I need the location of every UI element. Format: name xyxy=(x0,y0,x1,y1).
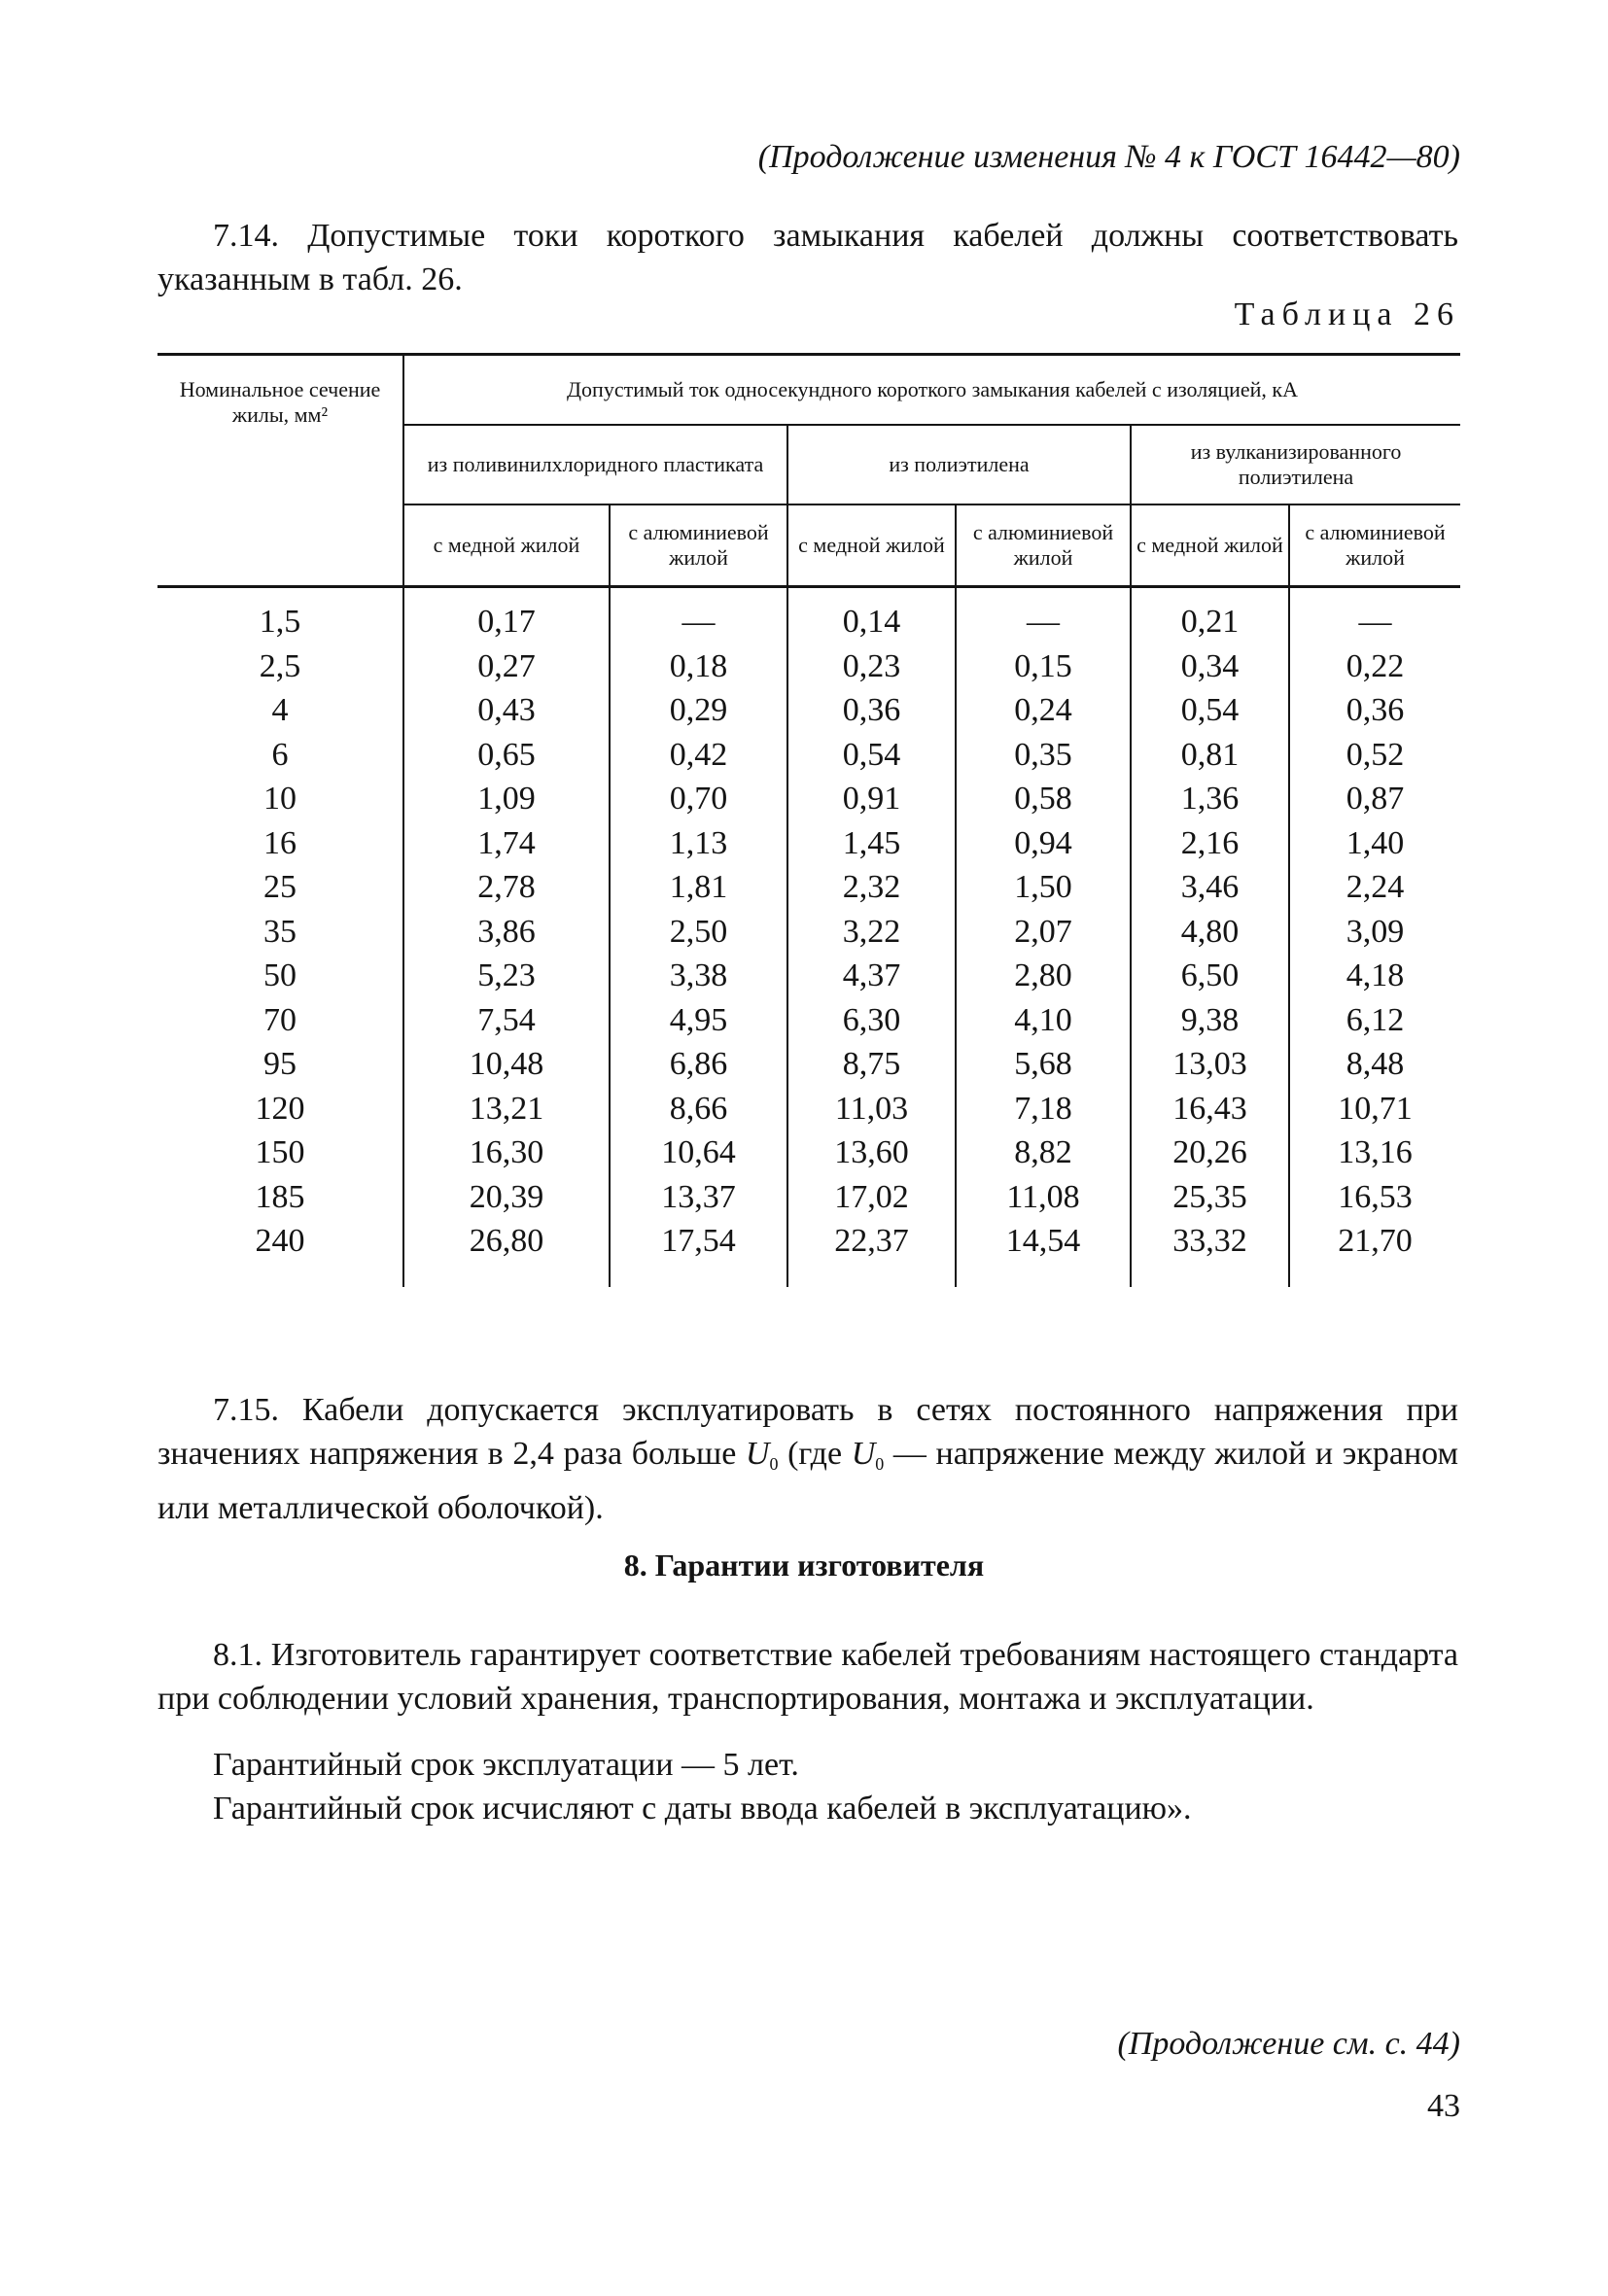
cell-current: 0,54 xyxy=(1131,688,1289,733)
paragraph-8-1 xyxy=(157,1633,1458,1721)
cell-current: 2,24 xyxy=(1289,865,1460,910)
cell-current: 26,80 xyxy=(403,1219,610,1287)
cell-current: 1,09 xyxy=(403,777,610,821)
cell-current: 13,60 xyxy=(787,1131,956,1175)
cell-current: 13,03 xyxy=(1131,1042,1289,1087)
cell-current: 6,12 xyxy=(1289,998,1460,1043)
table-row xyxy=(157,587,1460,644)
cell-current: 1,45 xyxy=(787,821,956,866)
cell-current: 8,66 xyxy=(610,1087,787,1131)
cell-current: 2,78 xyxy=(403,865,610,910)
table-row xyxy=(157,733,1460,778)
cell-current: 3,86 xyxy=(403,910,610,955)
cell-current: 0,70 xyxy=(610,777,787,821)
header-sub-cu-3: с медной жилой xyxy=(1131,504,1289,587)
cell-section: 120 xyxy=(255,1090,305,1127)
cell-current: 0,24 xyxy=(956,688,1131,733)
cell-current: 0,54 xyxy=(787,733,956,778)
cell-current: 13,21 xyxy=(403,1087,610,1131)
cell-current: 0,22 xyxy=(1289,644,1460,689)
cell-current: 5,23 xyxy=(403,954,610,998)
voltage-symbol: U xyxy=(745,1436,770,1472)
cell-current: 17,02 xyxy=(787,1175,956,1220)
cell-current: — xyxy=(1289,587,1460,644)
voltage-symbol: U xyxy=(851,1436,876,1472)
table-row xyxy=(157,1219,1460,1287)
cell-current: 6,30 xyxy=(787,998,956,1043)
page-footer: (Продолжение см. с. 44) xyxy=(1117,2026,1460,2062)
cell-current: 0,15 xyxy=(956,644,1131,689)
cell-current: 0,17 xyxy=(403,587,610,644)
cell-section: 35 xyxy=(263,913,297,950)
cell-current: 3,38 xyxy=(610,954,787,998)
voltage-subscript: 0 xyxy=(769,1454,779,1474)
cell-current: 13,37 xyxy=(610,1175,787,1220)
header-sub-al-3: с алюминиевой жилой xyxy=(1289,504,1460,587)
table-body xyxy=(157,587,1460,1288)
cell-current: 0,29 xyxy=(610,688,787,733)
cell-current: 3,46 xyxy=(1131,865,1289,910)
table-caption: Таблица 26 xyxy=(1234,296,1460,332)
cell-section: 25 xyxy=(263,869,297,905)
cell-current: 4,95 xyxy=(610,998,787,1043)
paragraph-7-15-text-b: (где xyxy=(778,1436,852,1472)
cell-section: 240 xyxy=(255,1223,305,1259)
cell-section: 50 xyxy=(263,957,297,993)
cell-current: 1,40 xyxy=(1289,821,1460,866)
cell-current: 4,10 xyxy=(956,998,1131,1043)
cell-current: 22,37 xyxy=(787,1219,956,1287)
cell-current: 0,52 xyxy=(1289,733,1460,778)
cell-section: 1,5 xyxy=(259,604,301,640)
table-row xyxy=(157,1087,1460,1131)
cell-current: 20,26 xyxy=(1131,1131,1289,1175)
cell-current: 0,42 xyxy=(610,733,787,778)
cell-current: 0,34 xyxy=(1131,644,1289,689)
table-row xyxy=(157,954,1460,998)
cell-current: 0,21 xyxy=(1131,587,1289,644)
table-row xyxy=(157,777,1460,821)
page-number: 43 xyxy=(1427,2088,1460,2124)
cell-current: 6,50 xyxy=(1131,954,1289,998)
cell-current: 10,64 xyxy=(610,1131,787,1175)
short-circuit-current-table xyxy=(157,353,1460,1287)
cell-current: 7,54 xyxy=(403,998,610,1043)
cell-current: 0,81 xyxy=(1131,733,1289,778)
cell-section: 70 xyxy=(263,1001,297,1038)
header-sub-cu-2: с медной жилой xyxy=(787,504,956,587)
cell-current: 5,68 xyxy=(956,1042,1131,1087)
paragraph-8-1-text: 8.1. Изготовитель гарантирует соответствие кабелей требованиям настоящего стандарта при соблюдении условий хранения, транспортирования, монтажа и эксплуатации. xyxy=(157,1637,1458,1717)
cell-current: 4,80 xyxy=(1131,910,1289,955)
cell-current: 3,09 xyxy=(1289,910,1460,955)
table-row xyxy=(157,1131,1460,1175)
cell-current: 20,39 xyxy=(403,1175,610,1220)
cell-current: 1,81 xyxy=(610,865,787,910)
cell-current: 0,43 xyxy=(403,688,610,733)
cell-current: 7,18 xyxy=(956,1087,1131,1131)
cell-current: 2,07 xyxy=(956,910,1131,955)
header-sub-al-1: с алюминиевой жилой xyxy=(610,504,787,587)
cell-current: 0,35 xyxy=(956,733,1131,778)
cell-current: 16,43 xyxy=(1131,1087,1289,1131)
cell-current: 2,16 xyxy=(1131,821,1289,866)
header-sub-cu-1: с медной жилой xyxy=(403,504,610,587)
cell-current: 8,75 xyxy=(787,1042,956,1087)
cell-current: 2,80 xyxy=(956,954,1131,998)
table-row xyxy=(157,644,1460,689)
header-sub-al-2: с алюминиевой жилой xyxy=(956,504,1131,587)
cell-current: 6,86 xyxy=(610,1042,787,1087)
cell-current: 16,53 xyxy=(1289,1175,1460,1220)
cell-current: 25,35 xyxy=(1131,1175,1289,1220)
cell-current: 0,91 xyxy=(787,777,956,821)
voltage-subscript: 0 xyxy=(875,1454,885,1474)
paragraph-7-15 xyxy=(157,1388,1458,1530)
cell-section: 4 xyxy=(271,692,289,728)
header-section: Номинальное сечение жилы, мм² xyxy=(179,377,381,427)
paragraph-7-15-text-c: — напряжение между жилой и экраном или металлической оболочкой). xyxy=(157,1436,1459,1526)
cell-current: 14,54 xyxy=(956,1219,1131,1287)
cell-current: 2,50 xyxy=(610,910,787,955)
cell-current: — xyxy=(610,587,787,644)
cell-section: 2,5 xyxy=(259,647,301,684)
paragraph-7-14 xyxy=(157,214,1458,301)
cell-current: 1,50 xyxy=(956,865,1131,910)
cell-section: 16 xyxy=(263,824,297,861)
paragraph-7-14-text: 7.14. Допустимые токи короткого замыкания кабелей должны соответствовать указанным в табл. 26. xyxy=(157,218,1458,297)
cell-current: 4,37 xyxy=(787,954,956,998)
cell-section: 185 xyxy=(255,1178,305,1215)
cell-current: 4,18 xyxy=(1289,954,1460,998)
cell-current: 0,58 xyxy=(956,777,1131,821)
cell-current: 0,65 xyxy=(403,733,610,778)
cell-current: 0,36 xyxy=(787,688,956,733)
cell-current: 16,30 xyxy=(403,1131,610,1175)
warranty-start-text: Гарантийный срок исчисляют с даты ввода кабелей в эксплуатацию». xyxy=(213,1791,1192,1826)
cell-current: — xyxy=(956,587,1131,644)
cell-section: 150 xyxy=(255,1134,305,1170)
cell-current: 0,94 xyxy=(956,821,1131,866)
cell-current: 3,22 xyxy=(787,910,956,955)
cell-section: 6 xyxy=(271,736,289,773)
table-row xyxy=(157,865,1460,910)
header-current-span: Допустимый ток односекундного короткого замыкания кабелей с изоляцией, кА xyxy=(403,355,1460,426)
table-row xyxy=(157,910,1460,955)
paragraph-warranty-start xyxy=(157,1787,1458,1830)
table-row xyxy=(157,1175,1460,1220)
page-header: (Продолжение изменения № 4 к ГОСТ 16442—80) xyxy=(757,139,1460,175)
cell-current: 8,48 xyxy=(1289,1042,1460,1087)
section-title: 8. Гарантии изготовителя xyxy=(623,1548,985,1583)
table-row xyxy=(157,821,1460,866)
paragraph-warranty-term xyxy=(157,1743,1458,1787)
table-row xyxy=(157,688,1460,733)
cell-section: 10 xyxy=(263,781,297,817)
cell-current: 1,13 xyxy=(610,821,787,866)
header-group-xlpe: из вулканизированного полиэтилена xyxy=(1131,425,1460,504)
cell-current: 11,03 xyxy=(787,1087,956,1131)
cell-section: 95 xyxy=(263,1046,297,1082)
cell-current: 21,70 xyxy=(1289,1219,1460,1287)
cell-current: 9,38 xyxy=(1131,998,1289,1043)
paragraph-7-15-text-a: 7.15. Кабели допускается эксплуатировать в сетях постоянного напряжения при значениях напряжения в 2,4 раза больше xyxy=(157,1392,1458,1472)
cell-current: 10,48 xyxy=(403,1042,610,1087)
cell-current: 0,36 xyxy=(1289,688,1460,733)
cell-current: 11,08 xyxy=(956,1175,1131,1220)
header-group-pvc: из поливинилхлоридного пластиката xyxy=(403,425,787,504)
cell-current: 10,71 xyxy=(1289,1087,1460,1131)
cell-current: 0,27 xyxy=(403,644,610,689)
cell-current: 0,23 xyxy=(787,644,956,689)
cell-current: 1,36 xyxy=(1131,777,1289,821)
cell-current: 0,87 xyxy=(1289,777,1460,821)
cell-current: 1,74 xyxy=(403,821,610,866)
cell-current: 33,32 xyxy=(1131,1219,1289,1287)
cell-current: 13,16 xyxy=(1289,1131,1460,1175)
header-group-pe: из полиэтилена xyxy=(787,425,1131,504)
warranty-term-text: Гарантийный срок эксплуатации — 5 лет. xyxy=(213,1747,799,1783)
cell-current: 2,32 xyxy=(787,865,956,910)
cell-current: 17,54 xyxy=(610,1219,787,1287)
cell-current: 8,82 xyxy=(956,1131,1131,1175)
cell-current: 0,14 xyxy=(787,587,956,644)
table-row xyxy=(157,1042,1460,1087)
table-row xyxy=(157,998,1460,1043)
cell-current: 0,18 xyxy=(610,644,787,689)
